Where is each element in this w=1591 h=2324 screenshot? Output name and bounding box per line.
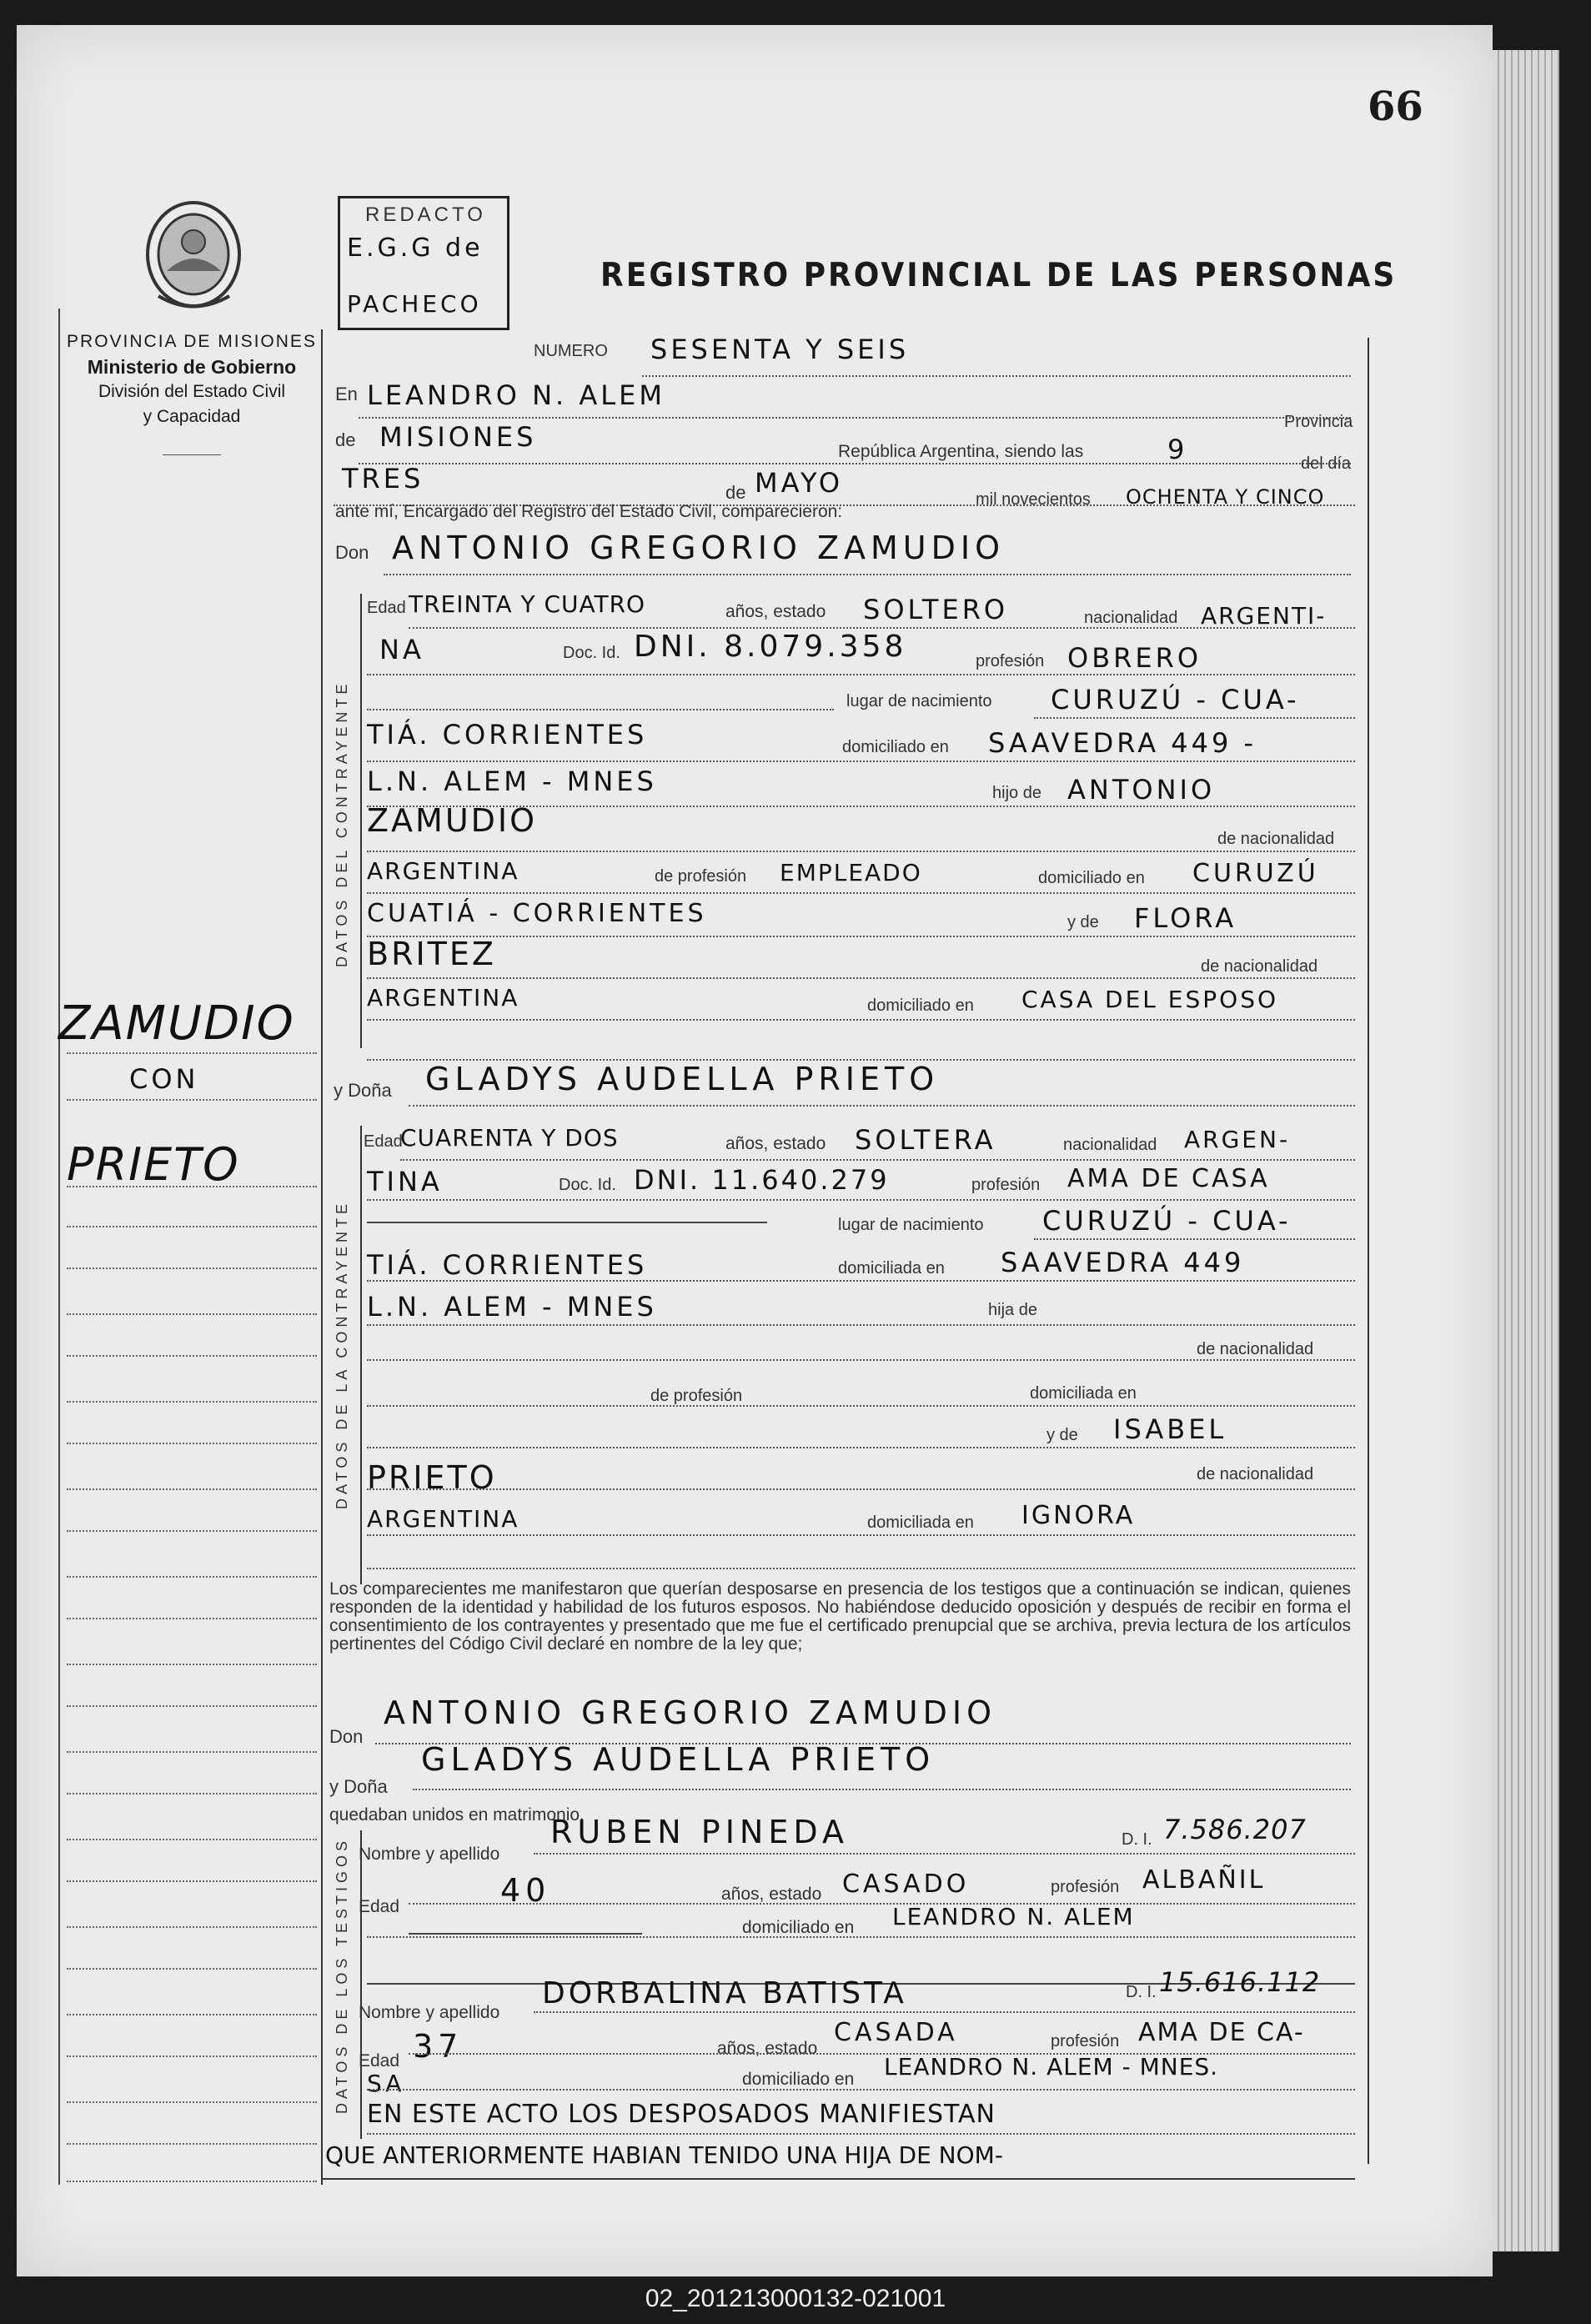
w2-prof-label: profesión bbox=[1051, 2032, 1120, 2050]
form-line bbox=[409, 627, 1355, 629]
form-line bbox=[367, 2089, 1355, 2091]
form-line bbox=[367, 1019, 1355, 1021]
groom-mother-1: FLORA bbox=[1134, 902, 1237, 934]
bride-lugar-2: TIÁ. CORRIENTES bbox=[367, 1249, 648, 1281]
bride-domicilio-2: L.N. ALEM - MNES bbox=[367, 1291, 657, 1323]
republica-label: República Argentina, siendo las bbox=[838, 442, 1084, 461]
margin-line bbox=[67, 1664, 317, 1665]
form-bottom-rule bbox=[321, 2178, 1355, 2180]
groom-lugar-1: CURUZÚ - CUA- bbox=[1051, 684, 1300, 715]
groom-de-nac-label: de nacionalidad bbox=[1217, 830, 1335, 848]
groom-father-1: ANTONIO bbox=[1067, 774, 1216, 806]
bride-lugar-label: lugar de nacimiento bbox=[838, 1216, 984, 1234]
bride-de-prof-label: de profesión bbox=[650, 1387, 743, 1405]
witnesses-side-label: DATOS DE LOS TESTIGOS bbox=[334, 1836, 350, 2114]
year-value: OCHENTA Y CINCO bbox=[1126, 485, 1325, 509]
w2-profesion-1: AMA DE CA- bbox=[1138, 2018, 1305, 2047]
bride-mother-2: PRIETO bbox=[367, 1459, 497, 1496]
margin-line bbox=[67, 1099, 317, 1101]
footer-caption: 02_201213000132-021001 bbox=[645, 2285, 946, 2312]
w2-name: DORBALINA BATISTA bbox=[542, 1976, 907, 2010]
page-title: REGISTRO PROVINCIAL DE LAS PERSONAS bbox=[600, 256, 1398, 295]
form-line bbox=[367, 1324, 1355, 1326]
de-label: de bbox=[335, 429, 356, 450]
w2-profesion-2: SA bbox=[367, 2070, 405, 2097]
bride-dona-label: y Doña bbox=[334, 1080, 392, 1101]
margin-line bbox=[67, 1926, 317, 1928]
form-line bbox=[1034, 1238, 1355, 1240]
form-line bbox=[367, 936, 1355, 937]
margin-line bbox=[67, 1705, 317, 1707]
groom-domicilio-2: L.N. ALEM - MNES bbox=[367, 765, 657, 797]
form-line bbox=[413, 1789, 1351, 1790]
de-value: MISIONES bbox=[379, 421, 537, 453]
groom-father-dom-label: domiciliado en bbox=[1038, 869, 1145, 887]
groom-age: TREINTA Y CUATRO bbox=[409, 590, 646, 618]
month-value: MAYO bbox=[755, 467, 843, 499]
w2-dom-label: domiciliado en bbox=[742, 2070, 855, 2089]
w1-anos-label: años, estado bbox=[721, 1885, 822, 1904]
groom-lugar-label: lugar de nacimiento bbox=[846, 692, 992, 710]
numero-value: SESENTA Y SEIS bbox=[650, 334, 910, 365]
declaration-text: Los comparecientes me manifestaron que querían desposarse en presencia de los testigos que a continuación se indican, quienes responden de la identidad y habilidad de los futuros esposos. No habiéndose deducido oposición y después de recibir en forma el consentimiento de los contrayentes y presentado que me fue el certificado prenupcial que se archiva, previa lectura de los artículos pertinentes del Código Civil declaré en nombre de la ley que; bbox=[329, 1579, 1351, 1654]
union-dona-label: y Doña bbox=[329, 1776, 388, 1797]
bride-side-label: DATOS DE LA CONTRAYENTE bbox=[334, 1199, 350, 1509]
margin-line bbox=[67, 2055, 317, 2057]
bride-profesion: AMA DE CASA bbox=[1067, 1164, 1270, 1193]
bride-de-nac-label: de nacionalidad bbox=[1197, 1340, 1314, 1358]
provincia-label: Provincia bbox=[1284, 413, 1353, 431]
ante-mi-label: ante mí, Encargado del Registro del Estado Civil, comparecieron: bbox=[335, 502, 843, 521]
form-line bbox=[367, 977, 1355, 979]
form-line bbox=[384, 574, 1351, 575]
bride-doc: DNI. 11.640.279 bbox=[634, 1164, 890, 1196]
bride-block-rule bbox=[360, 1126, 362, 1584]
form-line bbox=[409, 1105, 1355, 1107]
w1-di: 7.586.207 bbox=[1163, 1814, 1307, 1845]
groom-estado: SOLTERO bbox=[863, 594, 1009, 625]
groom-anos-label: años, estado bbox=[725, 602, 826, 621]
groom-father-dom-2: CUATIÁ - CORRIENTES bbox=[367, 899, 707, 928]
note-line1: EN ESTE ACTO LOS DESPOSADOS MANIFIESTAN bbox=[367, 2100, 996, 2129]
bride-prof-label: profesión bbox=[971, 1176, 1041, 1194]
union-bride: GLADYS AUDELLA PRIETO bbox=[421, 1741, 936, 1778]
form-line bbox=[367, 709, 834, 710]
w2-di-label: D. I. bbox=[1126, 1983, 1157, 2001]
groom-nac-label: nacionalidad bbox=[1084, 609, 1178, 627]
bride-age: CUARENTA Y DOS bbox=[400, 1124, 619, 1152]
w1-age: 40 bbox=[500, 1872, 551, 1909]
bride-de-nac2-label: de nacionalidad bbox=[1197, 1465, 1314, 1483]
margin-line bbox=[67, 1793, 317, 1794]
bride-nac-label: nacionalidad bbox=[1063, 1136, 1157, 1154]
header-divider bbox=[163, 454, 221, 455]
form-line bbox=[409, 1933, 642, 1935]
margin-line bbox=[67, 1443, 317, 1444]
w1-di-label: D. I. bbox=[1122, 1830, 1152, 1849]
margin-line bbox=[67, 1401, 317, 1403]
redacto-stamp bbox=[338, 196, 509, 330]
form-line bbox=[534, 2011, 1355, 2013]
en-value: LEANDRO N. ALEM bbox=[367, 379, 665, 411]
page-edges bbox=[1493, 50, 1559, 2251]
bride-anos-label: años, estado bbox=[725, 1134, 826, 1153]
bride-hija-label: hija de bbox=[988, 1301, 1037, 1319]
w2-age: 37 bbox=[413, 2028, 464, 2065]
margin-line bbox=[67, 1880, 317, 1882]
form-line bbox=[400, 1159, 1355, 1161]
province-label: PROVINCIA DE MISIONES bbox=[67, 332, 317, 351]
margin-note-line3: PRIETO bbox=[67, 1138, 240, 1191]
groom-dom-label: domiciliado en bbox=[842, 738, 949, 756]
bride-edad-label: Edad bbox=[364, 1132, 403, 1151]
form-line bbox=[534, 1853, 1355, 1855]
groom-father-prof: EMPLEADO bbox=[780, 859, 922, 886]
page-number: 66 bbox=[1368, 83, 1423, 130]
form-line bbox=[367, 1447, 1355, 1448]
witness-block-rule bbox=[360, 1830, 362, 2139]
bride-mother-1: ISABEL bbox=[1113, 1413, 1227, 1445]
w2-domicilio: LEANDRO N. ALEM - MNES. bbox=[884, 2053, 1219, 2081]
margin-line bbox=[67, 1355, 317, 1357]
margin-line bbox=[67, 1488, 317, 1490]
bride-domicilio-1: SAAVEDRA 449 bbox=[1001, 1247, 1245, 1278]
margin-line bbox=[67, 1618, 317, 1619]
margin-line bbox=[67, 2181, 317, 2182]
groom-father-2: ZAMUDIO bbox=[367, 802, 538, 839]
groom-y-de-label: y de bbox=[1067, 913, 1099, 931]
margin-line bbox=[67, 1313, 317, 1315]
groom-de-nac2-label: de nacionalidad bbox=[1201, 957, 1318, 976]
w1-prof-label: profesión bbox=[1051, 1878, 1120, 1896]
bride-dom-label: domiciliada en bbox=[838, 1259, 945, 1277]
form-line bbox=[367, 1280, 1355, 1282]
groom-father-dom-1: CURUZÚ bbox=[1192, 859, 1319, 888]
province-seal-icon bbox=[142, 196, 246, 313]
w1-dom-label: domiciliado en bbox=[742, 1918, 855, 1937]
form-line bbox=[367, 1936, 1355, 1938]
groom-mother-dom-label: domiciliado en bbox=[867, 996, 974, 1015]
margin-line bbox=[67, 2101, 317, 2103]
redacto-label: REDACTO bbox=[365, 203, 486, 226]
bride-estado: SOLTERA bbox=[855, 1124, 996, 1156]
left-margin-rule bbox=[58, 309, 60, 2185]
hour-value: 9 bbox=[1167, 434, 1188, 465]
groom-father-nac: ARGENTINA bbox=[367, 857, 519, 885]
bride-name: GLADYS AUDELLA PRIETO bbox=[425, 1061, 940, 1097]
groom-domicilio-1: SAAVEDRA 449 - bbox=[988, 727, 1257, 759]
left-header bbox=[58, 329, 325, 429]
margin-line bbox=[67, 2014, 317, 2015]
margin-line bbox=[67, 1839, 317, 1840]
w1-nombre-label: Nombre y apellido bbox=[359, 1845, 500, 1864]
groom-doc: DNI. 8.079.358 bbox=[634, 630, 907, 664]
w2-anos-label: años, estado bbox=[717, 2039, 818, 2058]
w2-nombre-label: Nombre y apellido bbox=[359, 2003, 500, 2022]
bride-mother-nac: ARGENTINA bbox=[367, 1505, 519, 1533]
w1-edad-label: Edad bbox=[359, 1897, 400, 1916]
groom-block-rule bbox=[360, 594, 362, 1048]
form-line bbox=[367, 674, 1355, 675]
groom-profesion: OBRERO bbox=[1067, 642, 1202, 674]
w1-profesion: ALBAÑIL bbox=[1142, 1865, 1266, 1895]
bride-y-de-label: y de bbox=[1046, 1426, 1078, 1444]
bride-nac-2: TINA bbox=[367, 1166, 443, 1197]
bride-nac-1: ARGEN- bbox=[1184, 1126, 1291, 1153]
groom-mother-nac: ARGENTINA bbox=[367, 984, 519, 1011]
division-label: División del Estado Civil bbox=[98, 382, 286, 401]
groom-prof-label: profesión bbox=[976, 652, 1045, 670]
margin-line bbox=[67, 1052, 317, 1054]
form-line bbox=[367, 1405, 1355, 1407]
form-line bbox=[367, 1568, 1355, 1569]
bride-mother-dom-label: domiciliada en bbox=[867, 1513, 974, 1532]
margin-line bbox=[67, 1186, 317, 1187]
form-line bbox=[367, 851, 1355, 852]
groom-don-label: Don bbox=[335, 542, 369, 563]
numero-label: NUMERO bbox=[534, 342, 608, 360]
groom-mother-2: BRITEZ bbox=[367, 936, 496, 972]
form-line bbox=[367, 760, 1355, 762]
margin-line bbox=[67, 1576, 317, 1578]
groom-hijo-label: hijo de bbox=[992, 784, 1041, 802]
groom-name: ANTONIO GREGORIO ZAMUDIO bbox=[392, 530, 1005, 566]
w1-estado: CASADO bbox=[842, 1870, 970, 1899]
day-value: TRES bbox=[342, 463, 424, 494]
margin-line bbox=[67, 1530, 317, 1532]
redacto-line2: PACHECO bbox=[347, 290, 482, 318]
form-line bbox=[367, 1534, 1355, 1536]
groom-mother-dom: CASA DEL ESPOSO bbox=[1021, 986, 1279, 1013]
bride-mother-dom: IGNORA bbox=[1021, 1501, 1136, 1530]
margin-line bbox=[67, 2143, 317, 2145]
groom-doc-label: Doc. Id. bbox=[563, 644, 620, 662]
form-right-rule bbox=[1368, 338, 1369, 2164]
bride-lugar-1: CURUZÚ - CUA- bbox=[1042, 1205, 1292, 1237]
form-line bbox=[409, 1903, 1355, 1905]
form-line bbox=[367, 1359, 1355, 1361]
union-quedaban: quedaban unidos en matrimonio. bbox=[329, 1805, 585, 1825]
w1-domicilio: LEANDRO N. ALEM bbox=[892, 1903, 1135, 1930]
form-line bbox=[367, 1488, 1355, 1490]
mil-label: mil novecientos bbox=[976, 490, 1091, 509]
margin-line bbox=[67, 1226, 317, 1227]
form-line bbox=[642, 375, 1351, 377]
form-line bbox=[367, 2133, 1355, 2135]
w2-edad-label: Edad bbox=[359, 2051, 400, 2071]
w2-estado: CASADA bbox=[834, 2018, 958, 2047]
form-line bbox=[1034, 717, 1355, 719]
form-left-rule bbox=[321, 329, 323, 2185]
de2-label: de bbox=[725, 482, 746, 503]
groom-side-label: DATOS DEL CONTRAYENTE bbox=[334, 680, 350, 967]
note-line2: QUE ANTERIORMENTE HABIAN TENIDO UNA HIJA DE NOM- bbox=[325, 2141, 1003, 2169]
groom-lugar-2: TIÁ. CORRIENTES bbox=[367, 719, 648, 750]
groom-de-prof-label: de profesión bbox=[655, 867, 747, 886]
w1-name: RUBEN PINEDA bbox=[550, 1814, 849, 1850]
union-groom: ANTONIO GREGORIO ZAMUDIO bbox=[384, 1694, 996, 1731]
groom-edad-label: Edad bbox=[367, 599, 406, 617]
redacto-line1: E.G.G de bbox=[347, 233, 484, 263]
w2-di: 15.616.112 bbox=[1159, 1966, 1321, 1998]
margin-note-line2: CON bbox=[129, 1063, 199, 1095]
margin-line bbox=[67, 1267, 317, 1269]
margin-line bbox=[67, 1968, 317, 1970]
form-line bbox=[367, 1199, 1355, 1201]
margin-line bbox=[67, 1751, 317, 1753]
form-line bbox=[367, 1222, 767, 1223]
groom-nac-1: ARGENTI- bbox=[1201, 602, 1327, 630]
margin-note-line1: ZAMUDIO bbox=[58, 996, 295, 1051]
groom-nac-2: NA bbox=[379, 634, 424, 665]
ministry-label: Ministerio de Gobierno bbox=[87, 356, 297, 378]
form-line bbox=[359, 463, 1351, 464]
form-line bbox=[367, 892, 1355, 894]
union-don-label: Don bbox=[329, 1726, 364, 1747]
en-label: En bbox=[335, 384, 358, 404]
form-line bbox=[359, 417, 1351, 419]
capacity-label: y Capacidad bbox=[143, 407, 241, 426]
bride-doc-label: Doc. Id. bbox=[559, 1176, 616, 1194]
bride-father-dom-label: domiciliada en bbox=[1030, 1384, 1137, 1403]
del-dia-label: del día bbox=[1301, 454, 1352, 473]
